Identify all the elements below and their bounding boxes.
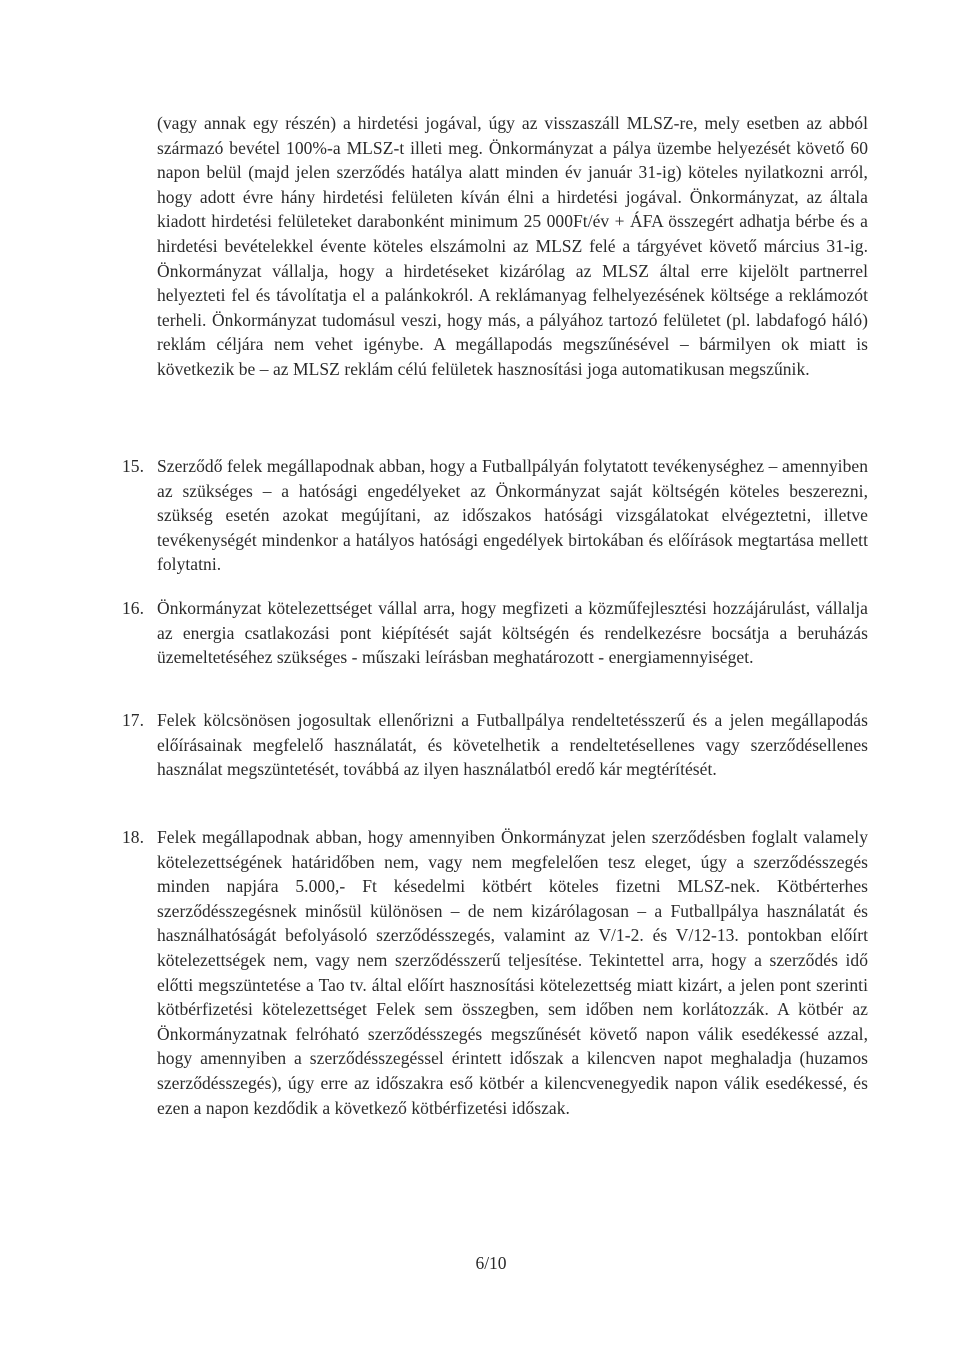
page-footer: [0, 1253, 960, 1274]
clause-number: 16.: [122, 598, 145, 618]
clause-text: Felek kölcsönösen jogosultak ellenőrizni a Futballpálya rendeltetésszerű és a jelen megállapodás előírásainak megfelelő használatát, és követelhetik a rendeltetésellenes vagy szerződésellenes használat megszüntetését, továbbá az ilyen használatból eredő kár megtérítését.: [157, 710, 868, 780]
clause-18: [122, 825, 868, 1120]
clause-number: 18.: [122, 827, 145, 847]
clause-number: 15.: [122, 456, 145, 476]
clause-text: Szerződő felek megállapodnak abban, hogy a Futballpályán folytatott tevékenységhez – amennyiben az szükséges – a hatósági engedélyeket az Önkormányzat saját költségén köteles beszerezni, szükség esetén azokat megújítani, az időszakos hatósági vizsgálatokat elvégeztetni, illetve tevékenységét mindenkor a hatályos hatósági engedélyek birtokában és előírások megtartása mellett folytatni.: [157, 456, 868, 575]
clause-number: 17.: [122, 710, 145, 730]
clause-17: [122, 708, 868, 782]
clause-text: Önkormányzat kötelezettséget vállal arra, hogy megfizeti a közműfejlesztési hozzájárulást, vállalja az energia csatlakozási pont kiépítését saját költségén és rendelkezésre bocsátja a beruházás üzemeltetéséhez szükséges - műszaki leírásban meghatározott - energiamennyiséget.: [157, 598, 868, 668]
clause-text: Felek megállapodnak abban, hogy amennyiben Önkormányzat jelen szerződésben foglalt valamely kötelezettségének határidőben nem, vagy nem megfelelően tesz eleget, úgy a szerződésszegés minden napjára 5.000,- Ft késedelmi kötbért köteles fizetni MLSZ-nek. Kötbérterhes szerződésszegésnek minősül különösen – de nem kizárólagosan – a Futballpálya használatát és használhatóságát befolyásoló szerződésszegés, valamint az V/1-2. és V/12-13. pontokban előírt kötelezettségek nem, vagy nem szerződésszerű teljesítése. Tekintettel arra, hogy a szerződés idő előtti megszüntetése a Tao tv. által előírt hasznosítási kötelezettség miatt kizárt, a jelen pont szerinti kötbérfizetési kötelezettséget Felek sem összegben, sem időben nem korlátozzák. A kötbér az Önkormányzatnak felróható szerződésszegés megszűnését követő napon válik esedékessé azzal, hogy amennyiben a szerződésszegéssel érintett időszak a kilencven napot meghaladja (huzamos szerződésszegés), úgy erre az időszakra eső kötbér a kilencvenegyedik napon válik esedékessé, és ezen a napon kezdődik a következő kötbérfizetési időszak.: [157, 827, 868, 1118]
intro-paragraph: (vagy annak egy részén) a hirdetési jogával, úgy az visszaszáll MLSZ-re, mely esetben az abból származó bevétel 100%-a MLSZ-t illeti meg. Önkormányzat a pálya üzembe helyezését követő 60 napon belül (majd jelen szerződés hatálya alatt minden év január 31-ig) köteles nyilatkozni arról, hogy adott évre hány hirdetési felületen kíván élni a hirdetési jogával. Önkormányzat, az általa kiadott hirdetési felületeket darabonként minimum 25 000Ft/év + ÁFA összegért adhatja bérbe és a hirdetési bevételekkel évente köteles elszámolni az MLSZ felé a tárgyévet követő március 31-ig. Önkormányzat vállalja, hogy a hirdetéseket kizárólag az MLSZ által erre kijelölt partnerrel helyezteti fel és távolítatja el a palánkokról. A reklámanyag felhelyezésének költsége a reklámozót terheli. Önkormányzat tudomásul veszi, hogy más, a pályához tartozó felületet (pl. labdafogó háló) reklám céljára nem vehet igénybe. A megállapodás megszűnésével – bármilyen ok miatt is következik be – az MLSZ reklám célú felületek hasznosítási joga automatikusan megszűnik.: [157, 113, 868, 379]
clause-15: [122, 454, 868, 577]
clause-16: [122, 596, 868, 670]
page-number: 6/10: [475, 1253, 507, 1273]
